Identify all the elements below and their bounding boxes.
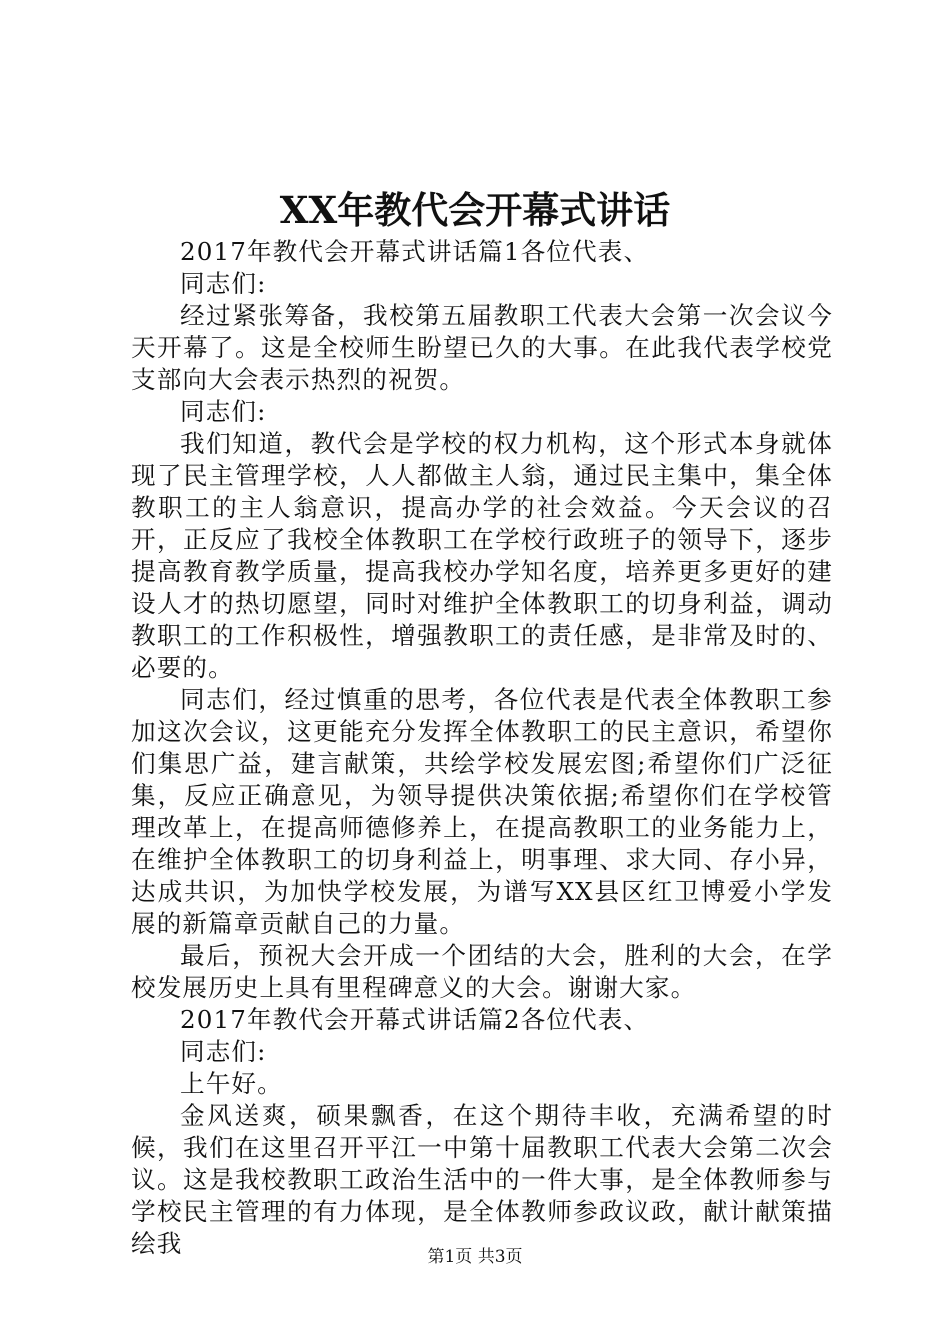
page-footer: 第1页 共3页 <box>427 1247 523 1267</box>
paragraph: 上午好。 <box>180 1069 283 1098</box>
paragraph: 同志们，经过慎重的思考，各位代表是代表全体教职工参加这次会议，这更能充分发挥全体教职工的民主意识，希望你们集思广益，建言献策，共绘学校发展宏图;希望你们广泛征集，反应正确意见，为领导提供决策依据;希望你们在学校管理改革上，在提高师德修养上，在提高教职工的业务能力上，在维护全体教职工的切身利益上，明事理、求大同、存小异，达成共识，为加快学校发展，为谱写XX县区红卫博爱小学发展的新篇章贡献自己的力量。 <box>131 685 833 938</box>
document-body <box>131 236 833 1260</box>
paragraph: 同志们: <box>180 269 267 298</box>
paragraph: 2017年教代会开幕式讲话篇2各位代表、 <box>180 1005 650 1034</box>
document-title: XX年教代会开幕式讲话 <box>279 188 671 232</box>
paragraph: 同志们: <box>180 1037 267 1066</box>
paragraph: 我们知道，教代会是学校的权力机构，这个形式本身就体现了民主管理学校，人人都做主人翁，通过民主集中，集全体教职工的主人翁意识，提高办学的社会效益。今天会议的召开，正反应了我校全体教职工在学校行政班子的领导下，逐步提高教育教学质量，提高我校办学知名度，培养更多更好的建设人才的热切愿望，同时对维护全体教职工的切身利益，调动教职工的工作积极性，增强教职工的责任感，是非常及时的、必要的。 <box>131 429 833 682</box>
paragraph: 金风送爽，硕果飘香，在这个期待丰收，充满希望的时候，我们在这里召开平江一中第十届教职工代表大会第二次会议。这是我校教职工政治生活中的一件大事，是全体教师参与学校民主管理的有力体现，是全体教师参政议政，献计献策描绘我 <box>131 1101 833 1258</box>
paragraph: 2017年教代会开幕式讲话篇1各位代表、 <box>180 237 650 266</box>
paragraph: 最后，预祝大会开成一个团结的大会，胜利的大会，在学校发展历史上具有里程碑意义的大会。谢谢大家。 <box>131 941 833 1002</box>
paragraph: 同志们: <box>180 397 267 426</box>
paragraph: 经过紧张筹备，我校第五届教职工代表大会第一次会议今天开幕了。这是全校师生盼望已久的大事。在此我代表学校党支部向大会表示热烈的祝贺。 <box>131 301 833 394</box>
